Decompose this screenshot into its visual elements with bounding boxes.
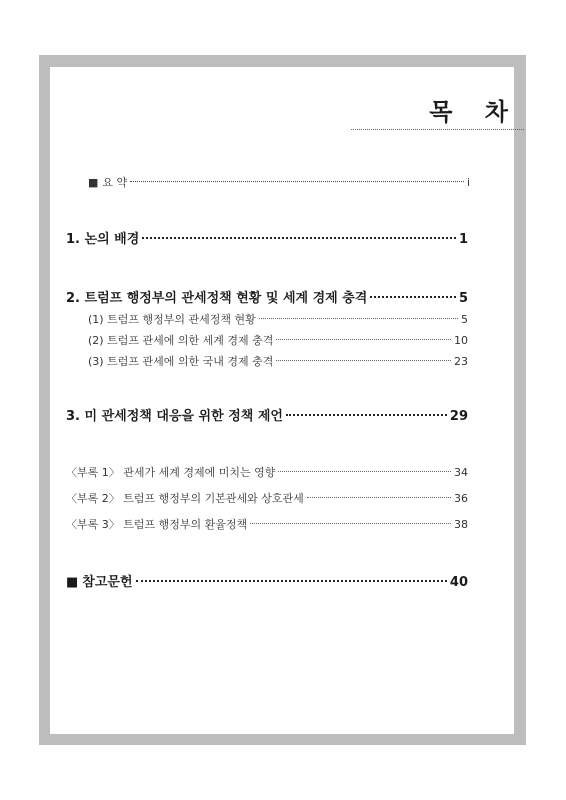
toc-entry-page: 5 [461,313,468,326]
toc-entry-label: 1. 논의 배경 [66,232,140,247]
toc-entry-label: 〈부록 1〉 관세가 세계 경제에 미치는 영향 [66,466,276,479]
toc-entry-appendix-2[interactable] [66,490,468,506]
dot-leader [276,339,451,340]
toc-entry-label: 요 약 [102,176,128,189]
toc-entry-page: 5 [458,291,468,306]
toc-entry-page: 29 [449,409,468,424]
dot-leader [259,318,458,319]
toc-entry-section-1[interactable] [66,228,468,247]
dot-leader [286,414,447,416]
toc-entry-subsection-2-1[interactable] [88,311,468,327]
dot-leader [130,181,464,182]
toc-entry-label: 〈부록 2〉 트럼프 행정부의 기본관세와 상호관세 [66,492,304,505]
toc-entry-page: 23 [454,355,468,368]
toc-entry-label: 2. 트럼프 행정부의 관세정책 현황 및 세계 경제 충격 [66,291,368,306]
toc-entry-page: 38 [454,518,468,531]
toc-entry-page: 36 [454,492,468,505]
toc-entry-label: (2) 트럼프 관세에 의한 세계 경제 충격 [88,334,274,347]
toc-entry-summary[interactable] [88,174,470,190]
toc-entry-subsection-2-2[interactable] [88,332,468,348]
toc-entry-subsection-2-3[interactable] [88,353,468,369]
toc-entry-page: i [466,176,470,189]
dot-leader [250,523,451,524]
toc-entry-page: 40 [449,575,468,590]
toc-entry-appendix-1[interactable] [66,464,468,480]
toc-entry-section-3[interactable] [66,405,468,424]
toc-title: 목 차 [429,98,520,126]
toc-entry-label: 〈부록 3〉 트럼프 행정부의 환율정책 [66,518,248,531]
page-content-area [50,67,514,734]
toc-entry-page: 34 [454,466,468,479]
dot-leader [278,471,451,472]
toc-entry-label: (1) 트럼프 행정부의 관세정책 현황 [88,313,256,326]
toc-entry-section-2[interactable] [66,287,468,306]
square-bullet-icon: ■ [88,176,99,189]
toc-entry-references[interactable] [66,571,468,590]
dot-leader [136,580,447,582]
toc-entry-page: 1 [458,232,468,247]
square-bullet-icon: ■ [66,575,79,590]
toc-entry-appendix-3[interactable] [66,516,468,532]
toc-entry-label: (3) 트럼프 관세에 의한 국내 경제 충격 [88,355,274,368]
dot-leader [307,497,451,498]
toc-entry-page: 10 [454,334,468,347]
toc-entry-label: 3. 미 관세정책 대응을 위한 정책 제언 [66,409,283,424]
dot-leader [142,237,456,239]
title-dotted-rule [351,129,524,130]
toc-entry-label: 참고문헌 [82,575,133,590]
dot-leader [276,360,451,361]
dot-leader [370,296,456,298]
